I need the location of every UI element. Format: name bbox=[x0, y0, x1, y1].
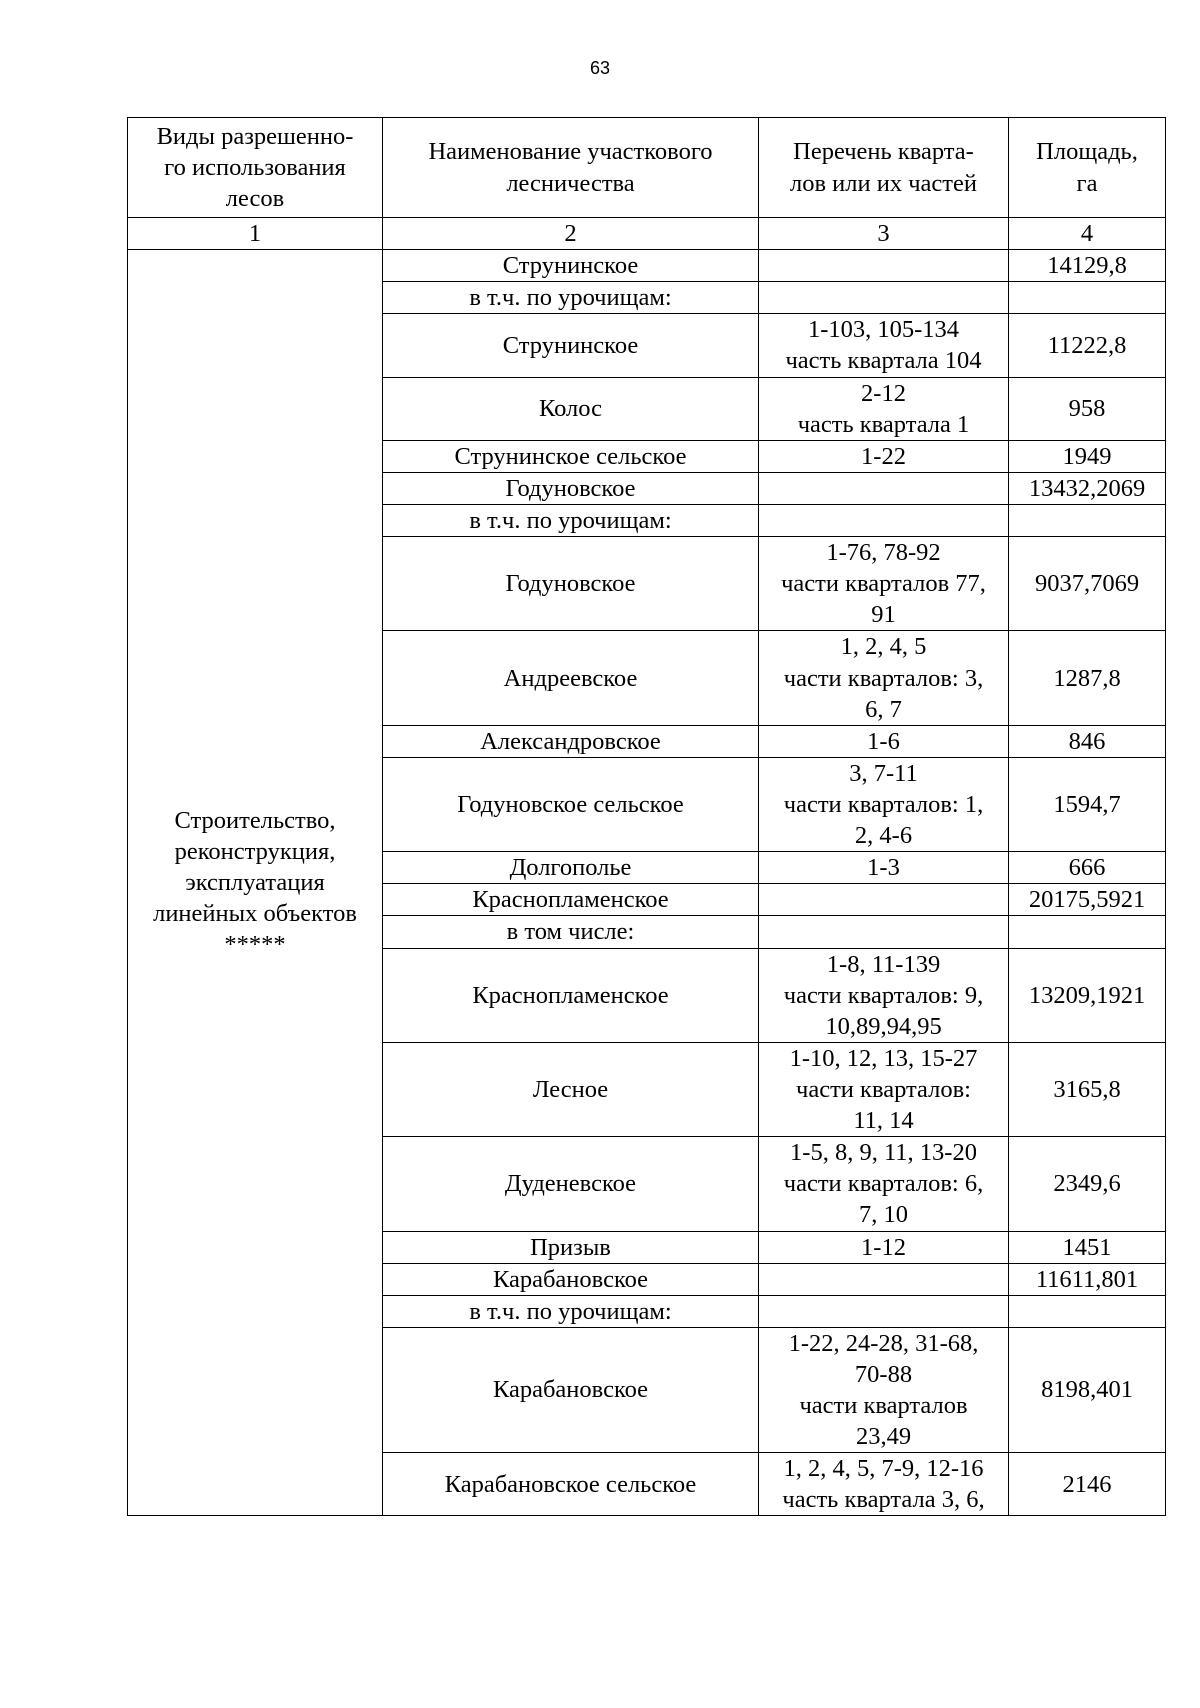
quarters-cell bbox=[759, 250, 1009, 282]
quarters-line: 1-5, 8, 9, 11, 13-20 bbox=[790, 1139, 977, 1167]
forestry-name-cell: Годуновское bbox=[383, 472, 759, 504]
area-cell: 20175,5921 bbox=[1009, 884, 1166, 916]
forestry-name-cell: Годуновское bbox=[383, 537, 759, 631]
quarters-line: 91 bbox=[871, 601, 896, 629]
forestry-name-cell: Годуновское сельское bbox=[383, 757, 759, 851]
quarters-line: части кварталов: 6, bbox=[783, 1170, 984, 1198]
quarters-line: 1, 2, 4, 5, 7-9, 12-16 bbox=[783, 1455, 984, 1483]
forestry-name-cell: Призыв bbox=[383, 1231, 759, 1263]
table-body bbox=[128, 250, 1166, 1516]
quarters-cell bbox=[759, 314, 1009, 377]
quarters-line: 70-88 bbox=[854, 1360, 913, 1388]
forestry-name-cell: Карабановское bbox=[383, 1327, 759, 1452]
area-cell bbox=[1009, 916, 1166, 948]
quarters-cell bbox=[759, 725, 1009, 757]
area-cell: 1949 bbox=[1009, 440, 1166, 472]
usage-type-line: эксплуатация bbox=[185, 869, 325, 897]
column-number: 1 bbox=[128, 218, 383, 250]
quarters-cell bbox=[759, 1453, 1009, 1516]
quarters-line: 3, 7-11 bbox=[849, 759, 918, 787]
usage-type-line: Строительство, bbox=[174, 807, 336, 835]
forestry-name-cell: Андреевское bbox=[383, 631, 759, 725]
quarters-cell bbox=[759, 1327, 1009, 1452]
forestry-name-cell: Колос bbox=[383, 377, 759, 440]
area-cell: 11222,8 bbox=[1009, 314, 1166, 377]
area-cell: 1451 bbox=[1009, 1231, 1166, 1263]
header-forestry-name: Наименование участкового лесничества bbox=[383, 118, 759, 218]
quarters-cell bbox=[759, 884, 1009, 916]
area-cell: 9037,7069 bbox=[1009, 537, 1166, 631]
forestry-name-cell: Карабановское bbox=[383, 1263, 759, 1295]
area-cell bbox=[1009, 1295, 1166, 1327]
forestry-name-cell: в т.ч. по урочищам: bbox=[383, 1295, 759, 1327]
forestry-name-cell: Дуденевское bbox=[383, 1137, 759, 1231]
area-cell: 11611,801 bbox=[1009, 1263, 1166, 1295]
quarters-line: части кварталов: 1, bbox=[783, 790, 984, 818]
usage-type-line: ***** bbox=[224, 931, 286, 959]
area-cell bbox=[1009, 282, 1166, 314]
area-cell: 13432,2069 bbox=[1009, 472, 1166, 504]
quarters-cell bbox=[759, 631, 1009, 725]
forestry-name-cell: Долгополье bbox=[383, 852, 759, 884]
quarters-line: 1-8, 11-139 bbox=[826, 950, 941, 978]
column-number: 4 bbox=[1009, 218, 1166, 250]
forestry-name-cell: Александровское bbox=[383, 725, 759, 757]
quarters-line: 2, 4-6 bbox=[854, 822, 913, 850]
quarters-line: 1-12 bbox=[861, 1233, 906, 1261]
quarters-cell bbox=[759, 916, 1009, 948]
quarters-line: часть квартала 3, 6, bbox=[782, 1486, 985, 1514]
area-cell: 3165,8 bbox=[1009, 1042, 1166, 1136]
forestry-name-cell: Струнинское bbox=[383, 250, 759, 282]
quarters-line: части кварталов bbox=[799, 1392, 968, 1420]
header-usage-type: Виды разрешенно- го использования лесов bbox=[128, 118, 383, 218]
quarters-cell bbox=[759, 757, 1009, 851]
area-cell: 8198,401 bbox=[1009, 1327, 1166, 1452]
area-cell: 2146 bbox=[1009, 1453, 1166, 1516]
quarters-cell bbox=[759, 282, 1009, 314]
usage-type-line: реконструкция, bbox=[174, 838, 336, 866]
quarters-cell bbox=[759, 948, 1009, 1042]
forestry-name-cell: в том числе: bbox=[383, 916, 759, 948]
quarters-cell bbox=[759, 472, 1009, 504]
forestry-name-cell: в т.ч. по урочищам: bbox=[383, 504, 759, 536]
page-number: 63 bbox=[589, 58, 611, 78]
forestry-name-cell: Карабановское сельское bbox=[383, 1453, 759, 1516]
quarters-cell bbox=[759, 537, 1009, 631]
table-header-row bbox=[128, 118, 1166, 218]
header-area: Площадь, га bbox=[1009, 118, 1166, 218]
quarters-cell bbox=[759, 1263, 1009, 1295]
area-cell bbox=[1009, 504, 1166, 536]
quarters-line: 10,89,94,95 bbox=[825, 1012, 942, 1040]
usage-type-line: линейных объектов bbox=[153, 900, 357, 928]
area-cell: 14129,8 bbox=[1009, 250, 1166, 282]
forestry-name-cell: Струнинское bbox=[383, 314, 759, 377]
quarters-line: 1-6 bbox=[867, 727, 900, 755]
area-cell: 666 bbox=[1009, 852, 1166, 884]
header-quarters-list: Перечень кварта- лов или их частей bbox=[759, 118, 1009, 218]
quarters-line: 7, 10 bbox=[859, 1201, 908, 1229]
column-number: 2 bbox=[383, 218, 759, 250]
quarters-line: 2-12 bbox=[861, 379, 906, 407]
area-cell: 1287,8 bbox=[1009, 631, 1166, 725]
area-cell: 958 bbox=[1009, 377, 1166, 440]
forestry-name-cell: Лесное bbox=[383, 1042, 759, 1136]
table-row bbox=[128, 250, 1166, 282]
area-cell: 13209,1921 bbox=[1009, 948, 1166, 1042]
quarters-line: части кварталов: bbox=[796, 1075, 971, 1103]
quarters-line: часть квартала 1 bbox=[797, 410, 970, 438]
quarters-line: 11, 14 bbox=[853, 1107, 914, 1135]
quarters-line: 1-3 bbox=[867, 854, 900, 882]
quarters-line: 6, 7 bbox=[865, 695, 902, 723]
quarters-line: 23,49 bbox=[855, 1423, 912, 1451]
column-number-row bbox=[128, 218, 1166, 250]
quarters-cell bbox=[759, 440, 1009, 472]
usage-type-cell bbox=[128, 250, 383, 1516]
forest-use-table bbox=[127, 117, 1166, 1516]
forestry-name-cell: Струнинское сельское bbox=[383, 440, 759, 472]
quarters-cell bbox=[759, 1042, 1009, 1136]
quarters-line: 1-22 bbox=[861, 442, 906, 470]
quarters-cell bbox=[759, 377, 1009, 440]
column-number: 3 bbox=[759, 218, 1009, 250]
quarters-line: 1, 2, 4, 5 bbox=[840, 633, 927, 661]
quarters-line: части кварталов 77, bbox=[781, 570, 986, 598]
quarters-line: часть квартала 104 bbox=[785, 347, 982, 375]
quarters-cell bbox=[759, 1295, 1009, 1327]
forestry-name-cell: в т.ч. по урочищам: bbox=[383, 282, 759, 314]
quarters-line: 1-103, 105-134 bbox=[807, 316, 960, 344]
area-cell: 846 bbox=[1009, 725, 1166, 757]
forestry-name-cell: Краснопламенское bbox=[383, 948, 759, 1042]
quarters-cell bbox=[759, 504, 1009, 536]
forestry-name-cell: Краснопламенское bbox=[383, 884, 759, 916]
quarters-line: 1-22, 24-28, 31-68, bbox=[788, 1329, 979, 1357]
quarters-cell bbox=[759, 1137, 1009, 1231]
quarters-line: части кварталов: 3, bbox=[783, 664, 984, 692]
quarters-line: 1-10, 12, 13, 15-27 bbox=[789, 1044, 978, 1072]
quarters-line: 1-76, 78-92 bbox=[826, 539, 941, 567]
area-cell: 2349,6 bbox=[1009, 1137, 1166, 1231]
quarters-cell bbox=[759, 852, 1009, 884]
area-cell: 1594,7 bbox=[1009, 757, 1166, 851]
quarters-line: части кварталов: 9, bbox=[783, 981, 984, 1009]
quarters-cell bbox=[759, 1231, 1009, 1263]
